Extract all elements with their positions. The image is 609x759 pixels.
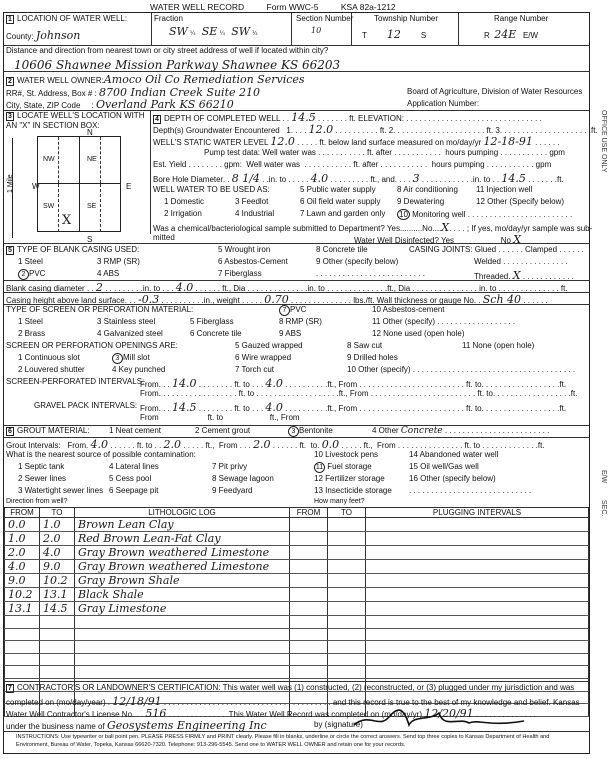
casing-option[interactable]: 9 Other (specify below) <box>316 257 399 266</box>
plug-to[interactable] <box>328 518 366 532</box>
log-header-row <box>5 508 589 518</box>
log-from[interactable]: 13.1 <box>5 602 40 616</box>
pump-test-field[interactable]: Pump test data: Well water was . . . . . . . . . . . ft. after . . . . . . . . . . . hours pumping . . . . . . . . . . . gpm <box>204 148 565 157</box>
yield-field[interactable]: Est. Yield . . . . . . . . gpm: Well water was . . . . . . . . . . . ft. after . . . . . . . . . . . hours pumping . . . . . . . . . . . gpm <box>153 160 552 169</box>
log-description[interactable] <box>75 616 290 629</box>
grout-option-selected[interactable]: 3 Bentonite <box>288 426 333 437</box>
opening-option[interactable]: 5 Gauzed wrapped <box>235 341 303 350</box>
casing-option[interactable]: 5 Wrought iron <box>218 245 271 254</box>
plug-to[interactable] <box>328 653 366 666</box>
form-title <box>150 2 416 12</box>
plug-to[interactable] <box>328 641 366 654</box>
mile-arrow-icon <box>12 138 13 238</box>
log-from[interactable]: 9.0 <box>5 574 40 588</box>
gravel-intervals-label: GRAVEL PACK INTERVALS: <box>34 401 138 410</box>
use-option[interactable]: 8 Air conditioning <box>397 185 458 194</box>
log-description[interactable]: Red Brown Lean-Fat Clay <box>75 532 290 546</box>
grout-label: 6 GROUT MATERIAL: <box>6 426 90 436</box>
screen-option[interactable]: 3 Stainless steel <box>97 317 156 326</box>
log-description[interactable]: Gray Limestone <box>75 602 290 616</box>
fraction-label: Fraction <box>154 14 183 23</box>
contam-option[interactable]: 15 Oil well/Gas well <box>409 462 479 471</box>
welded-field[interactable]: Welded . . . . . . . . . . . . . . . <box>474 257 568 266</box>
log-to[interactable] <box>40 666 75 679</box>
signature-label: by (signature) <box>314 720 363 729</box>
plug-from[interactable] <box>290 588 328 602</box>
direction-field[interactable]: Direction from well? <box>6 498 68 505</box>
log-from[interactable]: 10.2 <box>5 588 40 602</box>
table-row <box>5 588 589 602</box>
plug-interval[interactable] <box>366 574 589 588</box>
joints-field[interactable]: CASING JOINTS: Glued . . . . . . Clamped . . . . . . <box>409 245 584 254</box>
south-label: S <box>87 235 93 244</box>
contamination-label: What is the nearest source of possible contamination: <box>6 450 196 459</box>
gravel-interval-2[interactable]: From ft. to ft., From <box>140 413 300 422</box>
casing-option[interactable]: 8 Concrete tile <box>316 245 368 254</box>
screen-option[interactable]: 2 Brass <box>18 329 46 338</box>
nw-quadrant: NW <box>43 156 55 163</box>
license-field[interactable]: Water Well Contractor's License No. . . 516 . . . . . . . . . . . . . This Water Well Record was completed on (mo/day/yr) 12/20/91 . . . . . . . . . . . . . . <box>6 707 536 720</box>
completed-date-field[interactable]: completed on (mo/day/year) . 12/18/91 . . . . . . . . . . . . . . . . . . . . . . . . . . . . . . . . . . . . . . and this record is true to the best of my knowledge and belief. Kansas <box>6 695 580 708</box>
board-label: Board of Agriculture, Division of Water Resources <box>407 87 583 96</box>
use-option[interactable]: 5 Public water supply <box>300 185 376 194</box>
instructions-text: INSTRUCTIONS: Use typewriter or ball point pen. PLEASE PRESS FIRMLY and PRINT clearly. Please fill in blanks, underline or circle the correct answers. Send top three copies to Kansas Department of Health and Environment, Bureau of Water, Topeka, Kansas 66620-7320. Telephone: 913-296-5545. Send one to WATER WELL OWNER and retain one for your records. <box>16 734 550 748</box>
log-from[interactable] <box>5 653 40 666</box>
header-from: FROM <box>5 508 40 518</box>
grout-option[interactable]: 1 Neat cement <box>109 426 162 435</box>
casing-option[interactable]: 4 ABS <box>97 269 120 278</box>
casing-option[interactable]: 6 Asbestos-Cement <box>218 257 288 266</box>
contam-option[interactable]: 14 Abandoned water well <box>409 450 499 459</box>
log-from[interactable] <box>5 641 40 654</box>
fraction-field[interactable]: SW ¼ SE ¼ SW ¼ <box>169 25 258 38</box>
table-row <box>5 602 589 616</box>
contam-option[interactable]: 9 Feedyard <box>212 486 253 495</box>
screen-option[interactable]: 4 Galvanized steel <box>97 329 163 338</box>
plug-to[interactable] <box>328 666 366 679</box>
business-name-field[interactable]: under the business name of Geosystems Engineering Inc <box>6 719 267 732</box>
plug-from[interactable] <box>290 628 328 641</box>
log-description[interactable]: Gray Brown weathered Limestone <box>75 560 290 574</box>
screen-option[interactable]: 9 ABS <box>279 329 302 338</box>
grout-option[interactable]: 2 Cement grout <box>195 426 251 435</box>
section-box[interactable] <box>37 136 121 232</box>
bore-hole-field[interactable]: Bore Hole Diameter. . 8 1/4 . .in. to . . . . . 4.0 . . . . . . . . . ft., and. . . . 3 . . . . . . . . . . . .in. to . . 14.5 . . . . . . .ft. <box>153 172 564 185</box>
log-from[interactable]: 1.0 <box>5 532 40 546</box>
plug-from[interactable] <box>290 616 328 629</box>
plug-to[interactable] <box>328 574 366 588</box>
use-option[interactable]: 11 Injection well <box>476 185 533 194</box>
application-number-field[interactable]: Application Number: <box>407 99 480 108</box>
contam-option[interactable]: 13 Insecticide storage <box>314 486 392 495</box>
mitted-label: mitted <box>153 233 175 242</box>
log-description[interactable]: Brown Lean Clay <box>75 518 290 532</box>
plug-to[interactable] <box>328 588 366 602</box>
plug-interval[interactable] <box>366 602 589 616</box>
use-label: WELL WATER TO BE USED AS: <box>153 185 270 194</box>
plug-interval[interactable] <box>366 588 589 602</box>
ksa-ref: KSA 82a-1212 <box>340 2 396 12</box>
range-label: Range Number <box>494 14 549 23</box>
use-option-selected[interactable]: 10 Monitoring well . . . . . . . . . . . . . . . . . . . . . . . . <box>399 210 573 219</box>
plug-interval[interactable] <box>366 560 589 574</box>
owner-field[interactable]: 2 WATER WELL OWNER:Amoco Oil Co Remediation Services <box>6 73 305 86</box>
plug-to[interactable] <box>328 546 366 560</box>
depth-field[interactable]: 4 DEPTH OF COMPLETED WELL . . 14.5 . . . . . . . ft. ELEVATION: . . . . . . . . . . . . . . . . . . . . . . . . . . . . . . . <box>153 111 542 124</box>
opening-option-selected[interactable]: 3 Mill slot <box>112 353 150 364</box>
margin-ew-label: E/W <box>600 470 607 484</box>
log-to[interactable] <box>40 653 75 666</box>
header-lithologic-log: LITHOLOGIC LOG <box>75 508 290 518</box>
contam-option[interactable]: 10 Livestock pens <box>314 450 379 459</box>
grout-intervals-field[interactable]: Grout Intervals: From. 4.0 . . . . . . ft. to . . 2.0 . . . . . ft., From . . . 2.0 . . . . . . ft. to. 0.0 . . . . . ft., From . . . . . . . . . . . . . . . ft. to . . . . . . . . . . . . .ft. <box>6 438 545 451</box>
disinfected-field[interactable]: Water Well Disinfected? Yes No X <box>354 233 522 246</box>
log-description[interactable] <box>75 641 290 654</box>
perf-intervals-label: SCREEN-PERFORATED INTERVALS: <box>6 377 145 386</box>
screen-option[interactable]: 1 Steel <box>18 317 43 326</box>
log-from[interactable] <box>5 666 40 679</box>
contam-option[interactable]: 8 Sewage lagoon <box>212 474 274 483</box>
opening-option[interactable]: 9 Drilled holes <box>347 353 398 362</box>
casing-label: 5 TYPE OF BLANK CASING USED: <box>6 245 139 255</box>
casing-option-selected[interactable]: 2 PVC <box>18 269 45 280</box>
screen-option[interactable]: 11 Other (specify) . . . . . . . . . . . . . . . . . . <box>372 317 515 326</box>
opening-option[interactable]: 8 Saw cut <box>347 341 383 350</box>
log-description[interactable]: Black Shale <box>75 588 290 602</box>
use-option[interactable]: 1 Domestic <box>164 197 205 206</box>
east-label: E <box>126 182 132 191</box>
screen-option[interactable]: 5 Fiberglass <box>190 317 234 326</box>
contam-option[interactable]: 6 Seepage pit <box>109 486 159 495</box>
table-row <box>5 641 589 654</box>
threaded-field[interactable]: Threaded. X . . . . . . . . . . . . <box>474 269 574 282</box>
contam-option[interactable]: 12 Fertilizer storage <box>314 474 385 483</box>
gravel-interval-1[interactable]: From. . . 14.5 . . . . . . . . ft. to . . . 4.0 . . . . . . . . . .ft., From . . . . . . . . . . . . . . . . . . . . . . . . ft. to. . . . . . . . . . . . . . . . . .ft. <box>140 401 567 414</box>
table-row <box>5 560 589 574</box>
contam-option[interactable]: 2 Sewer lines <box>18 474 67 483</box>
log-description[interactable]: Gray Brown weathered Limestone <box>75 546 290 560</box>
address-field[interactable]: RR#, St. Address, Box # : 8700 Indian Creek Suite 210 <box>6 86 260 99</box>
log-to[interactable]: 2.0 <box>40 532 75 546</box>
sw-quadrant: SW <box>43 203 55 210</box>
openings-label: SCREEN OR PERFORATION OPENINGS ARE: <box>6 341 178 350</box>
casing-option[interactable]: 3 RMP (SR) <box>97 257 140 266</box>
opening-option[interactable]: 1 Continuous slot <box>18 353 80 362</box>
log-to[interactable]: 4.0 <box>40 546 75 560</box>
contam-option-selected[interactable]: 11 Fuel storage <box>315 462 372 471</box>
opening-option[interactable]: 11 None (open hole) <box>462 341 535 350</box>
contam-option[interactable]: 1 Septic tank <box>18 462 65 471</box>
ne-quadrant: NE <box>87 156 97 163</box>
section-number-field[interactable]: 10 <box>311 26 322 35</box>
plug-from[interactable] <box>290 518 328 532</box>
groundwater-field[interactable]: Depth(s) Groundwater Encountered 1. . . . 12.0 . . . . . . . . . . ft. 2. . . . . . . . . . . . . . . . . . . . . ft. 3. . . . . . . . . . . . . . . . . . . . .ft. <box>153 123 598 136</box>
plug-to[interactable] <box>328 532 366 546</box>
grout-other-field[interactable]: 4 Other Concrete . . . . . . . . . . . . . . . . . . . . . . . . <box>372 426 550 436</box>
city-field[interactable]: City, State, ZIP Code : Overland Park KS 66210 <box>6 98 234 111</box>
plug-interval[interactable] <box>366 653 589 666</box>
township-label: Township Number <box>374 14 439 23</box>
title-text: WATER WELL RECORD <box>150 2 245 12</box>
plug-interval[interactable] <box>366 666 589 679</box>
office-use-label: OFFICE USE ONLY <box>600 110 607 173</box>
table-row <box>5 518 589 532</box>
casing-height-field[interactable]: Casing height above land surface. . . -0.3 . . . . . . . . . .in., weight . . . . . 0.70 . . . . . . . . . . . . . . lbs./ft. Wall thickness or gauge No. . Sch 40 . . . . . . <box>6 293 548 306</box>
plug-from[interactable] <box>290 641 328 654</box>
opening-option[interactable]: 7 Torch cut <box>235 365 274 374</box>
section-number-label: Section Number <box>296 14 354 23</box>
plug-from[interactable] <box>290 653 328 666</box>
opening-option[interactable]: 10 Other (specify) . . . . . . . . . . . . . . . . . . . . . . . . . . . . . . . . . . . . . <box>347 365 576 374</box>
header-plug-from: FROM <box>290 508 328 518</box>
log-description[interactable] <box>75 666 290 679</box>
contam-option[interactable]: 4 Lateral lines <box>109 462 159 471</box>
log-description[interactable]: Gray Brown Shale <box>75 574 290 588</box>
screen-option[interactable]: 6 Concrete tile <box>190 329 242 338</box>
west-label: W <box>32 182 40 191</box>
log-to[interactable] <box>40 616 75 629</box>
contam-option[interactable]: 5 Cess pool <box>109 474 152 483</box>
location-mark: X <box>62 213 72 228</box>
perf-interval-1[interactable]: From. . . 14.0 . . . . . . . . ft. to . . . 4.0 . . . . . . . . . .ft., From . . . . . . . . . . . . . . . . . . . . . . . . ft. to. . . . . . . . . . . . . . . . . .ft. <box>140 377 567 390</box>
log-from[interactable]: 0.0 <box>5 518 40 532</box>
plug-from[interactable] <box>290 546 328 560</box>
table-row <box>5 628 589 641</box>
log-from[interactable] <box>5 616 40 629</box>
log-to[interactable]: 1.0 <box>40 518 75 532</box>
log-to[interactable]: 9.0 <box>40 560 75 574</box>
log-to[interactable]: 10.2 <box>40 574 75 588</box>
table-row <box>5 574 589 588</box>
log-to[interactable]: 13.1 <box>40 588 75 602</box>
plug-from[interactable] <box>290 574 328 588</box>
plug-to[interactable] <box>328 560 366 574</box>
range-field[interactable]: R 24E E/W <box>484 28 539 41</box>
casing-diameter-field[interactable]: Blank casing diameter . . 2 . . . . . . . . .in. to . . . 4.0 . . . . . . ft., Dia . . . . . . . . . . . . . .in. to . . . . . . . . . . . . . .ft., Dia . . . . . . . . . . . . . . . in. to . . . . . . . . . . . . . . ft. <box>6 281 568 294</box>
township-field[interactable]: T 12 S <box>362 28 427 41</box>
table-row <box>5 532 589 546</box>
plug-from[interactable] <box>290 532 328 546</box>
static-level-field[interactable]: WELL'S STATIC WATER LEVEL 12.0 . . . . . ft. below land surface measured on mo/day/yr 12-18-91 . . . . . . <box>153 135 560 148</box>
plug-from[interactable] <box>290 666 328 679</box>
plug-to[interactable] <box>328 628 366 641</box>
plug-to[interactable] <box>328 616 366 629</box>
county-field[interactable]: County: Johnson <box>6 29 81 42</box>
opening-option[interactable]: 6 Wire wrapped <box>235 353 292 362</box>
distance-label: Distance and direction from nearest town or city street address of well if located within city? <box>6 46 329 55</box>
casing-other-field[interactable]: . . . . . . . . . . . . . . . . . . . . . . . . . <box>316 269 425 278</box>
plug-interval[interactable] <box>366 518 589 532</box>
log-from[interactable] <box>5 628 40 641</box>
header-plugging-intervals: PLUGGING INTERVALS <box>366 508 589 518</box>
section3-label: 3 LOCATE WELL'S LOCATION WITH AN "X" IN SECTION BOX: <box>6 111 145 130</box>
feet-field[interactable]: How many feet? <box>314 498 365 505</box>
screen-option[interactable]: 12 None used (open hole) <box>372 329 465 338</box>
table-row <box>5 653 589 666</box>
use-option[interactable]: 3 Feedlot <box>235 197 269 206</box>
screen-option[interactable]: 10 Asbestos-cement <box>372 305 445 314</box>
mile-label: 1 Mile <box>7 174 14 193</box>
screen-option-selected[interactable]: 7 PVC <box>279 305 306 316</box>
use-option[interactable]: 9 Dewatering <box>397 197 445 206</box>
plug-interval[interactable] <box>366 546 589 560</box>
plug-interval[interactable] <box>366 628 589 641</box>
use-option[interactable]: 12 Other (Specify below) <box>476 197 565 206</box>
log-description[interactable] <box>75 653 290 666</box>
chem-sample-field[interactable]: Was a chemical/bacteriological sample submitted to Department? Yes..........No....X. . . . ; If yes, mo/day/yr sample was sub- <box>153 221 593 234</box>
opening-option[interactable]: 2 Louvered shutter <box>18 365 85 374</box>
use-option[interactable]: 6 Oil field water supply <box>300 197 381 206</box>
plug-from[interactable] <box>290 560 328 574</box>
water-well-form <box>3 12 598 754</box>
log-from[interactable]: 4.0 <box>5 560 40 574</box>
casing-option[interactable]: 7 Fiberglass <box>218 269 262 278</box>
header-to: TO <box>40 508 75 518</box>
log-to[interactable] <box>40 628 75 641</box>
log-description[interactable] <box>75 628 290 641</box>
contam-option[interactable]: 3 Watertight sewer lines <box>18 486 104 495</box>
form-number: Form WWC-5 <box>266 2 319 12</box>
log-to[interactable]: 14.5 <box>40 602 75 616</box>
plug-to[interactable] <box>328 602 366 616</box>
margin-sec-label: SEC. <box>600 500 607 517</box>
screen-material-label: TYPE OF SCREEN OR PERFORATION MATERIAL: <box>6 305 194 314</box>
section1-label: 1 LOCATION OF WATER WELL: <box>6 14 127 24</box>
plug-interval[interactable] <box>366 616 589 629</box>
table-row <box>5 666 589 679</box>
plug-from[interactable] <box>290 602 328 616</box>
se-quadrant: SE <box>87 203 97 210</box>
header-plug-to: TO <box>328 508 366 518</box>
table-row <box>5 546 589 560</box>
casing-option[interactable]: 1 Steel <box>18 257 43 266</box>
opening-option[interactable]: 4 Key punched <box>112 365 166 374</box>
table-row <box>5 616 589 629</box>
contam-option[interactable]: 16 Other (specify below) <box>409 474 496 483</box>
screen-option[interactable]: 8 RMP (SR) <box>279 317 322 326</box>
log-from[interactable]: 2.0 <box>5 546 40 560</box>
perf-interval-2[interactable]: From. . . . . . . . . . . . . . . . . . ft. to . . . . . . . . . . . . . . . . . . .ft., From . . . . . . . . . . . . . . . . . . . . . . . . ft. to. . . . . . . . . . . . . . . . . .ft. <box>140 389 578 398</box>
use-option[interactable]: 7 Lawn and garden only <box>300 209 386 218</box>
signature-icon[interactable] <box>349 707 529 733</box>
log-to[interactable] <box>40 641 75 654</box>
use-option[interactable]: 2 Irrigation <box>164 209 202 218</box>
certification-text: 7 CONTRACTOR'S OR LANDOWNER'S CERTIFICATION: This water well was (1) constructed, (2) reconstructed, or (3) plugged under my jurisdiction and was <box>6 683 574 693</box>
plug-interval[interactable] <box>366 641 589 654</box>
contam-other-field[interactable]: . . . . . . . . . . . . . . . . . . . . . . . . . . . . <box>409 486 532 495</box>
contam-option[interactable]: 7 Pit privy <box>212 462 248 471</box>
north-label: N <box>87 128 93 137</box>
distance-field[interactable]: 10606 Shawnee Mission Parkway Shawnee KS 66203 <box>14 58 341 72</box>
plug-interval[interactable] <box>366 532 589 546</box>
use-option[interactable]: 4 Industrial <box>235 209 275 218</box>
